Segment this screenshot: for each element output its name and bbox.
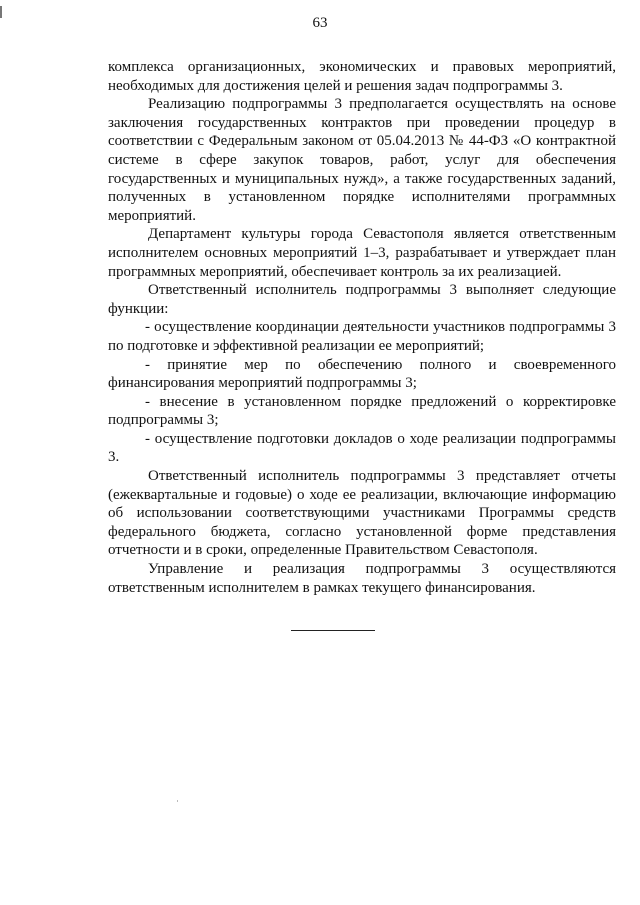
scan-speck — [177, 800, 178, 802]
end-separator-line — [291, 630, 375, 631]
document-body — [108, 58, 616, 597]
paragraph-management: Управление и реализация подпрограммы 3 осуществляются ответственным исполнителем в рамках текущего финансирования. — [108, 561, 616, 596]
list-item-financing: - принятие мер по обеспечению полного и своевременного финансирования мероприятий подпрограммы 3; — [108, 356, 616, 392]
page-number: 63 — [312, 15, 328, 31]
list-item-coordination: - осуществление координации деятельности участников подпрограммы 3 по подготовке и эффективной реализации ее мероприятий; — [108, 319, 616, 354]
list-item-corrections: - внесение в установленном порядке предложений о корректировке подпрограммы 3; — [108, 393, 616, 429]
paragraph-responsible-department: Департамент культуры города Севастополя является ответственным исполнителем основных мероприятий 1–3, разрабатывает и утверждает план программных мероприятий, обеспечивает контроль за их реализацией. — [108, 226, 616, 280]
paragraph-implementation-contracts: Реализацию подпрограммы 3 предполагается осуществлять на основе заключения государственных контрактов при проведении процедур в соответствии с Федеральным законом от 05.04.2013 № 44-ФЗ «О контрактной системе в сфере закупок товаров, работ, услуг для обеспечения государственных и муниципальных нужд», а также государственных заданий, полученных в установленном порядке исполнителями программных мероприятий. — [108, 96, 616, 224]
paragraph-reporting: Ответственный исполнитель подпрограммы 3 представляет отчеты (ежеквартальные и годовые) о ходе ее реализации, включающие информацию об использовании соответствующими участниками Программы средств федерального бюджета, согласно установленной форме представления отчетности и в сроки, определенные Правительством Севастополя. — [108, 468, 616, 559]
paragraph-functions-intro: Ответственный исполнитель подпрограммы 3 выполняет следующие функции: — [108, 282, 616, 317]
list-item-reports: - осуществление подготовки докладов о ходе реализации подпрограммы 3. — [108, 430, 616, 466]
paragraph-continuation: комплекса организационных, экономических и правовых мероприятий, необходимых для достижения целей и решения задач подпрограммы 3. — [108, 59, 616, 94]
